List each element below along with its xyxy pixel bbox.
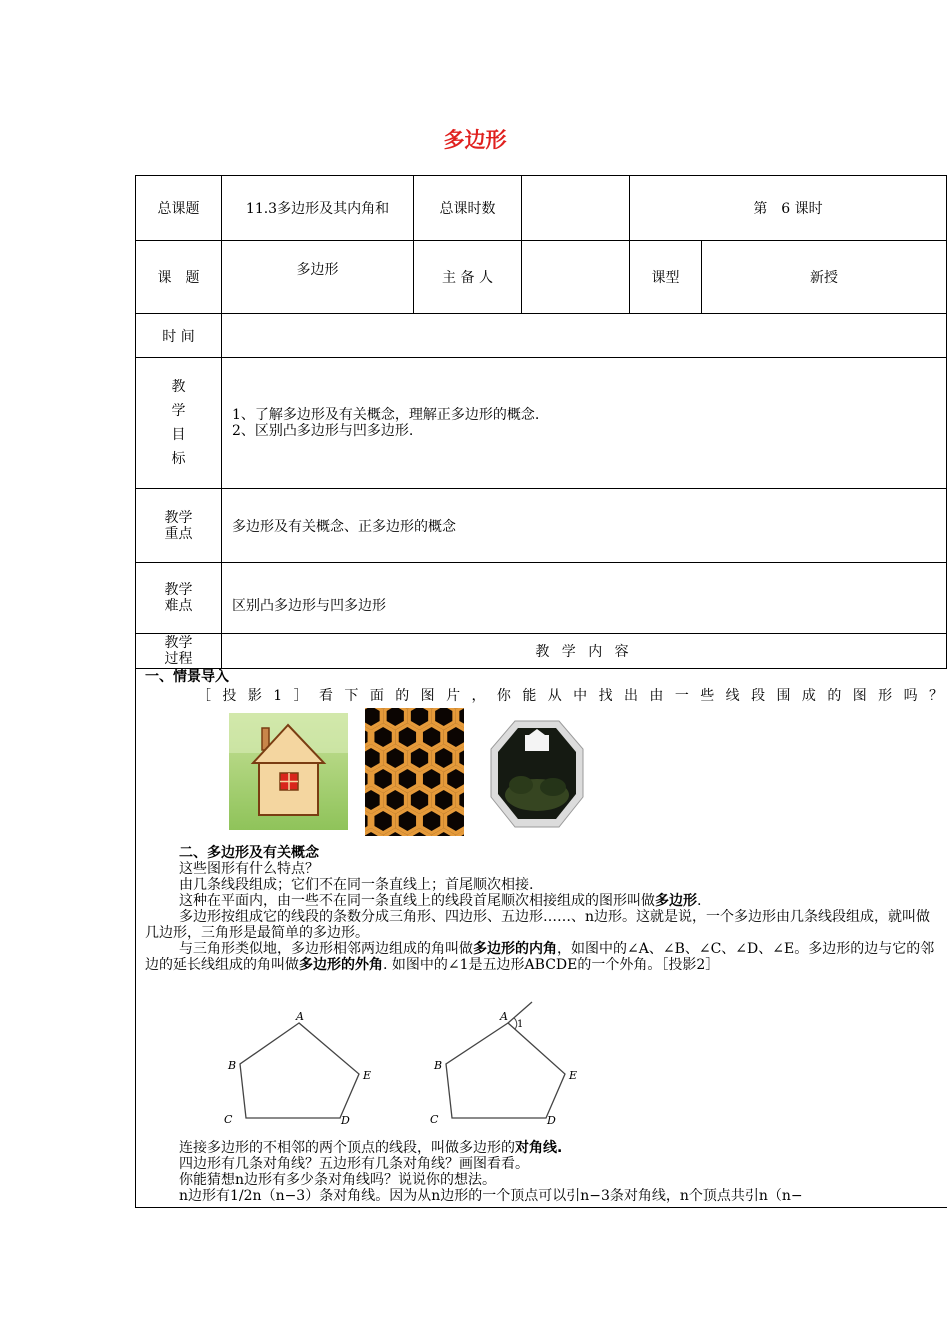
honeycomb-cell — [373, 767, 394, 791]
vertex-label-d: D — [341, 1114, 350, 1127]
topic-label: 课 题 — [157, 270, 200, 286]
topic-value: 多边形 — [296, 262, 339, 278]
question-diagonals: 四边形有几条对角线？五边形有几条对角线？画图看看。 — [179, 1156, 529, 1172]
vertex-label-d: D — [547, 1114, 556, 1127]
honeycomb-cell — [421, 725, 442, 749]
vertex-label-e: E — [569, 1069, 578, 1082]
angle-definitions — [145, 941, 943, 973]
objective-item: 2、区别凸多边形与凹多边形. — [232, 423, 414, 439]
key-points-label-line: 重点 — [164, 525, 193, 542]
section-2-continued — [145, 1140, 943, 1204]
objectives-label-char: 学 — [171, 403, 186, 419]
difficulties-label-line: 教学 — [164, 582, 193, 598]
honeycomb-cell — [409, 746, 430, 770]
key-points-label — [136, 489, 221, 562]
term-interior-angle: 多边形的内角 — [473, 941, 557, 957]
honeycomb-cell — [397, 809, 418, 833]
section-1 — [145, 669, 943, 704]
pentagon-figure — [215, 1008, 385, 1133]
time-value — [222, 314, 946, 357]
objectives-label — [136, 358, 221, 488]
vertex-label-a: A — [296, 1010, 304, 1023]
diagonal-text: 连接多边形的不相邻的两个顶点的线段，叫做多边形的 — [179, 1140, 515, 1156]
total-hours-value — [522, 176, 629, 240]
lesson-type-label: 课型 — [651, 270, 680, 286]
exterior-angle-label: 1 — [517, 1019, 524, 1030]
honeycomb-cell — [385, 746, 406, 770]
honeycomb-cell — [365, 746, 381, 770]
process-header: 教 学 内 容 — [535, 644, 633, 660]
vertex-label-b: B — [434, 1059, 443, 1072]
honeycomb-cell — [409, 708, 430, 728]
honeycomb-cell — [421, 809, 442, 833]
angle-text-end: . 如图中的∠1是五边形ABCDE的一个外角。［投影2］ — [383, 957, 720, 973]
process-label-line: 过程 — [164, 651, 193, 667]
total-topic-value: 11.3多边形及其内角和 — [245, 201, 390, 217]
lesson-number: 第 6 课时 — [753, 201, 823, 217]
key-points-value: 多边形及有关概念、正多边形的概念 — [232, 518, 456, 535]
difficulties-label — [136, 563, 221, 633]
term-diagonal: 对角线. — [515, 1140, 563, 1156]
honeycomb-cell — [421, 767, 442, 791]
honeycomb-cell — [433, 708, 454, 728]
difficulties-label-line: 难点 — [164, 598, 193, 614]
question-n-gon: 你能猜想n边形有多少条对角线吗？说说你的想法。 — [179, 1172, 497, 1188]
honeycomb-cell — [385, 708, 406, 728]
document-title: 多边形 — [443, 128, 507, 152]
honeycomb-cell — [446, 725, 465, 749]
preparer-label: 主 备 人 — [442, 270, 493, 286]
key-points-label-line: 教学 — [164, 509, 193, 526]
vertex-label-a: A — [500, 1010, 508, 1023]
honeycomb-cell — [433, 746, 454, 770]
objectives-list — [222, 358, 946, 488]
honeycomb-cell — [373, 809, 394, 833]
honeycomb-picture — [365, 708, 464, 836]
honeycomb-cell — [446, 809, 465, 833]
objectives-label-char: 教 — [171, 379, 186, 395]
honeycomb-cell — [365, 788, 381, 812]
section-1-heading: 一、情景导入 — [145, 669, 229, 685]
term-exterior-angle: 多边形的外角 — [299, 957, 383, 973]
difficulties-value: 区别凸多边形与凹多边形 — [232, 598, 386, 614]
angle-text-mid: ，如图中的∠A、∠B、∠C、∠D、∠E。多边形的边与它的邻边的延长线组成的角叫做 — [145, 941, 935, 973]
objectives-label-char: 标 — [171, 451, 186, 467]
diagonal-definition — [145, 1140, 943, 1156]
definition-end: . — [697, 893, 702, 909]
honeycomb-cell — [458, 746, 464, 770]
honeycomb-cell — [397, 725, 418, 749]
vertex-label-c: C — [224, 1113, 233, 1126]
vertex-label-b: B — [228, 1059, 237, 1072]
total-topic-label: 总课题 — [157, 201, 200, 217]
definition-text: 这种在平面内，由一些不在同一条直线上的线段首尾顺次相接组成的图形叫做 — [179, 893, 655, 909]
total-hours-label: 总课时数 — [439, 201, 496, 217]
pentagon-exterior-angle-figure — [420, 1000, 590, 1133]
honeycomb-cell — [433, 788, 454, 812]
preparer-value — [522, 241, 629, 313]
lesson-type-value: 新授 — [810, 270, 838, 286]
question-features: 这些图形有什么特点？ — [179, 861, 319, 877]
honeycomb-cell — [397, 767, 418, 791]
section-2 — [145, 845, 943, 973]
honeycomb-cell — [458, 788, 464, 812]
polygon-classification: 多边形按组成它的线段的条数分成三角形、四边形、五边形……、n边形。这就是说，一个多边形由几条线段组成，就叫做几边形，三角形是最简单的多边形。 — [145, 909, 931, 941]
objectives-label-char: 目 — [171, 427, 186, 443]
angle-text: 与三角形类似地，多边形相邻两边组成的角叫做 — [179, 941, 473, 957]
honeycomb-cell — [365, 708, 381, 728]
term-polygon: 多边形 — [655, 893, 697, 909]
polygon-definition — [145, 893, 943, 909]
projection-1-text: ［投影1］看下面的图片，你能从中找出由一些线段围成的图形吗？ — [197, 688, 943, 704]
process-label — [136, 634, 221, 668]
honeycomb-cell — [373, 725, 394, 749]
section-2-heading: 二、多边形及有关概念 — [179, 845, 319, 861]
vertex-label-c: C — [430, 1113, 439, 1126]
objective-item: 1、了解多边形及有关概念，理解正多边形的概念. — [232, 407, 540, 423]
octagon-window-picture — [487, 715, 587, 833]
honeycomb-cell — [446, 767, 465, 791]
honeycomb-cell — [385, 788, 406, 812]
answer-features: 由几条线段组成；它们不在同一条直线上；首尾顺次相接. — [179, 877, 534, 893]
process-label-line: 教学 — [164, 635, 193, 651]
time-label: 时 间 — [162, 328, 195, 345]
diagonal-formula: n边形有1/2n（n−3）条对角线。因为从n边形的一个顶点可以引n−3条对角线，n个顶点共引n（n− — [179, 1188, 803, 1204]
honeycomb-cell — [409, 788, 430, 812]
house-picture — [229, 713, 348, 830]
vertex-label-e: E — [363, 1069, 372, 1082]
